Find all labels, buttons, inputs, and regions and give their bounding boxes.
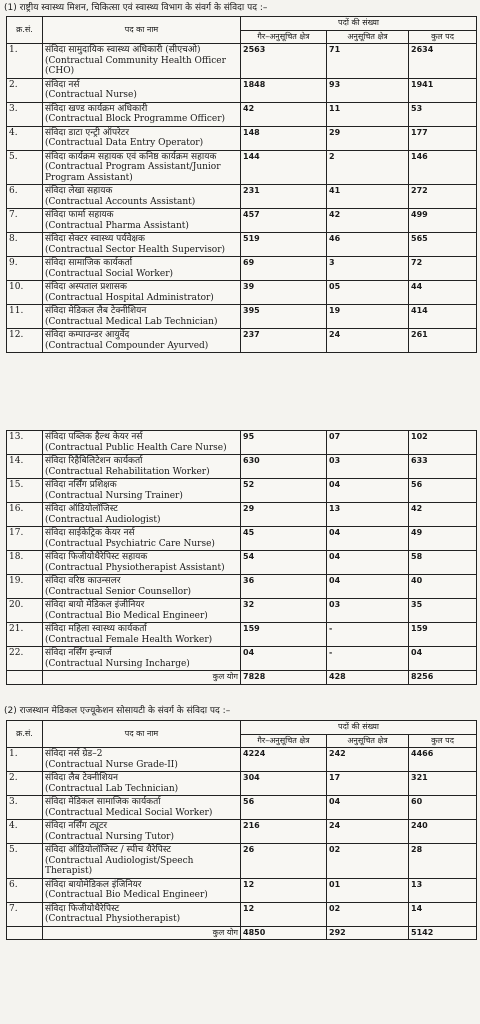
general-count: 36 [241,575,327,599]
total-count: 633 [409,455,477,479]
scheduled-count: 02 [327,902,409,926]
total-row [7,926,477,940]
row-sno: 8. [7,233,43,257]
post-name [43,126,241,150]
row-sno: 11. [7,305,43,329]
total-count: 272 [409,185,477,209]
scheduled-count: 46 [327,233,409,257]
general-count: 4224 [241,748,327,772]
row-sno: 1. [7,748,43,772]
general-count: 45 [241,527,327,551]
total-total: 5142 [409,926,477,940]
table-row [7,902,477,926]
row-sno: 1. [7,44,43,79]
general-count: 32 [241,599,327,623]
general-count: 52 [241,479,327,503]
col-header-total: कुल पद [409,734,477,748]
col-header-post: पद का नाम [43,17,241,44]
scheduled-count: 05 [327,281,409,305]
row-sno: 17. [7,527,43,551]
scheduled-count: - [327,647,409,671]
row-sno: 22. [7,647,43,671]
post-name-english: (Contractual Hospital Administrator) [45,292,214,303]
total-count: 321 [409,772,477,796]
post-name [43,329,241,353]
post-name [43,431,241,455]
table-row [7,185,477,209]
post-name-english: (Contractual Audiologist/Speech Therapist) [45,855,194,876]
table-row [7,150,477,185]
section2-heading: (2) राजस्थान मेडिकल एज्यूकेशन सोसायटी के संवर्ग के संविदा पद :– [4,706,231,716]
post-name-english: (Contractual Bio Medical Engineer) [45,610,208,621]
section1-table-part1 [6,16,477,353]
general-count: 457 [241,209,327,233]
table-row [7,257,477,281]
row-sno: 3. [7,796,43,820]
total-count: 414 [409,305,477,329]
total-general: 7828 [241,671,327,685]
post-name-hindi: संविदा मेडिकल लैब टेक्नीशियन [45,306,147,316]
post-name-english: (Contractual Medical Social Worker) [45,807,213,818]
total-count: 58 [409,551,477,575]
col-header-scheduled: अनुसूचित क्षेत्र [327,734,409,748]
post-name-hindi: संविदा कम्पाउन्डर आयुर्वेद [45,330,130,340]
row-sno: 5. [7,150,43,185]
table-row [7,575,477,599]
row-sno: 3. [7,102,43,126]
table-row [7,796,477,820]
table-row [7,479,477,503]
scheduled-count: 71 [327,44,409,79]
general-count: 29 [241,503,327,527]
general-count: 12 [241,878,327,902]
total-count: 42 [409,503,477,527]
table-row [7,431,477,455]
total-count: 72 [409,257,477,281]
table-row [7,647,477,671]
post-name-hindi: संविदा ऑडियोलॉजिस्ट / स्पीच थैरेपिस्ट [45,845,171,855]
table-row [7,455,477,479]
post-name [43,503,241,527]
post-name-hindi: संविदा कार्यक्रम सहायक एवं कनिष्ठ कार्यक्रम सहायक [45,151,217,162]
table-row [7,748,477,772]
total-count: 35 [409,599,477,623]
section1-heading: (1) राष्ट्रीय स्वास्थ्य मिशन, चिकित्सा एवं स्वास्थ्य विभाग के संवर्ग के संविदा पद :– [4,3,268,13]
table-row [7,44,477,79]
col-header-count: पदों की संख्या [241,17,477,31]
row-sno: 20. [7,599,43,623]
post-name-english: (Contractual Compounder Ayurved) [45,340,209,351]
post-name-hindi: संविदा सामाजिक कार्यकर्ता [45,258,133,268]
general-count: 519 [241,233,327,257]
table-row [7,772,477,796]
scheduled-count: 42 [327,209,409,233]
post-name-english: (Contractual Lab Technician) [45,783,179,794]
scheduled-count: 29 [327,126,409,150]
post-name-hindi: संविदा सामुदायिक स्वास्थ्य अधिकारी (सीएचओ) [45,45,201,55]
general-count: 69 [241,257,327,281]
row-sno: 7. [7,902,43,926]
scheduled-count: 03 [327,455,409,479]
general-count: 395 [241,305,327,329]
section1-table-part2 [6,430,477,685]
table-row [7,305,477,329]
total-scheduled: 428 [327,671,409,685]
table-row [7,820,477,844]
post-name-english: (Contractual Audiologist) [45,514,161,525]
post-name-english: (Contractual Psychiatric Care Nurse) [45,538,215,549]
post-name-hindi: संविदा रिहैबिलिटेशन कार्यकर्ता [45,456,143,466]
scheduled-count: 11 [327,102,409,126]
post-name [43,185,241,209]
total-count: 1941 [409,78,477,102]
general-count: 39 [241,281,327,305]
total-count: 56 [409,479,477,503]
general-count: 95 [241,431,327,455]
row-sno: 19. [7,575,43,599]
post-name [43,455,241,479]
col-header-post: पद का नाम [43,721,241,748]
total-count: 49 [409,527,477,551]
post-name [43,796,241,820]
row-sno: 16. [7,503,43,527]
table-row [7,126,477,150]
post-name [43,44,241,79]
post-name [43,209,241,233]
scheduled-count: 04 [327,527,409,551]
row-sno: 4. [7,126,43,150]
scheduled-count: 03 [327,599,409,623]
total-count: 4466 [409,748,477,772]
table-row [7,551,477,575]
general-count: 42 [241,102,327,126]
post-name-hindi: संविदा मेडिकल सामाजिक कार्यकर्ता [45,797,161,807]
col-header-general: गैर–अनुसूचित क्षेत्र [241,30,327,44]
post-name-english: (Contractual Social Worker) [45,268,174,279]
total-label: कुल योग [43,926,241,940]
post-name [43,878,241,902]
post-name [43,78,241,102]
post-name-english: (Contractual Medical Lab Technician) [45,316,218,327]
post-name [43,647,241,671]
general-count: 12 [241,902,327,926]
general-count: 26 [241,844,327,879]
row-sno: 2. [7,772,43,796]
table-row [7,623,477,647]
general-count: 1848 [241,78,327,102]
col-header-general: गैर–अनुसूचित क्षेत्र [241,734,327,748]
table-row [7,102,477,126]
post-name-hindi: संविदा महिला स्वास्थ्य कार्यकर्ता [45,624,147,634]
post-name [43,844,241,879]
scheduled-count: 04 [327,551,409,575]
table-row [7,281,477,305]
post-name-hindi: संविदा बायो मेडिकल इंजीनियर [45,600,145,610]
table-row [7,527,477,551]
scheduled-count: 04 [327,479,409,503]
row-sno: 12. [7,329,43,353]
table-row [7,78,477,102]
row-sno: 6. [7,185,43,209]
post-name-hindi: संविदा फिजीयोथैरेपिस्ट [45,903,120,914]
scheduled-count: 13 [327,503,409,527]
post-name-hindi: संविदा साईकेट्रिक केयर नर्स [45,528,135,538]
post-name-english: (Contractual Bio Medical Engineer) [45,890,208,900]
post-name-english: (Contractual Female Health Worker) [45,634,213,645]
total-count: 13 [409,878,477,902]
total-count: 04 [409,647,477,671]
table-row [7,599,477,623]
row-sno: 10. [7,281,43,305]
scheduled-count: 242 [327,748,409,772]
scheduled-count: 04 [327,796,409,820]
post-name-hindi: संविदा अस्पताल प्रशासक [45,282,127,292]
post-name [43,305,241,329]
row-sno: 13. [7,431,43,455]
general-count: 54 [241,551,327,575]
post-name-hindi: संविदा खण्ड कार्यक्रम अधिकारी [45,103,148,114]
post-name-hindi: संविदा ऑडियोलॉजिस्ट [45,504,118,514]
row-sno: 2. [7,78,43,102]
post-name-english: (Contractual Nurse) [45,90,137,100]
row-sno: 7. [7,209,43,233]
post-name [43,551,241,575]
scheduled-count: 19 [327,305,409,329]
post-name-hindi: संविदा पब्लिक हैल्थ केयर नर्स [45,432,143,442]
total-count: 499 [409,209,477,233]
post-name [43,257,241,281]
table-row [7,878,477,902]
post-name-english: (Contractual Public Health Care Nurse) [45,442,227,453]
post-name-hindi: संविदा लैब टेक्नीशियन [45,773,118,783]
general-count: 148 [241,126,327,150]
total-count: 177 [409,126,477,150]
table-row [7,329,477,353]
total-label: कुल योग [43,671,241,685]
post-name-hindi: संविदा नर्सिंग इन्चार्ज [45,648,112,658]
post-name-english: (Contractual Nursing Tutor) [45,831,174,842]
general-count: 04 [241,647,327,671]
section2-table [6,720,477,940]
post-name-english: (Contractual Physiotherapist Assistant) [45,562,225,573]
general-count: 304 [241,772,327,796]
post-name-hindi: संविदा वरिष्ठ काउन्सलर [45,576,121,586]
table-row [7,233,477,257]
general-count: 237 [241,329,327,353]
general-count: 144 [241,150,327,185]
post-name-hindi: संविदा डाटा एन्ट्री ऑपरेटर [45,127,130,138]
total-count: 60 [409,796,477,820]
post-name-english: (Contractual Accounts Assistant) [45,196,196,207]
post-name-english: (Contractual Block Programme Officer) [45,114,226,124]
total-total: 8256 [409,671,477,685]
post-name [43,102,241,126]
post-name [43,772,241,796]
row-sno: 18. [7,551,43,575]
scheduled-count: 02 [327,844,409,879]
post-name-hindi: संविदा फार्मा सहायक [45,210,114,220]
row-sno: 15. [7,479,43,503]
total-count: 2634 [409,44,477,79]
total-count: 261 [409,329,477,353]
total-general: 4850 [241,926,327,940]
post-name-hindi: संविदा लेखा सहायक [45,186,113,196]
post-name [43,575,241,599]
post-name-hindi: संविदा नर्सिंग ट्यूटर [45,821,108,831]
total-row [7,671,477,685]
post-name-english: (Contractual Nursing Incharge) [45,658,190,669]
col-header-count: पदों की संख्या [241,721,477,735]
post-name [43,748,241,772]
row-sno: 14. [7,455,43,479]
table-row [7,503,477,527]
total-count: 240 [409,820,477,844]
post-name-hindi: संविदा फिजीयोथैरेपिस्ट सहायक [45,552,148,562]
total-count: 40 [409,575,477,599]
general-count: 2563 [241,44,327,79]
total-count: 565 [409,233,477,257]
col-header-total: कुल पद [409,30,477,44]
post-name [43,820,241,844]
total-count: 14 [409,902,477,926]
post-name-english: (Contractual Nurse Grade-II) [45,759,178,770]
row-sno: 5. [7,844,43,879]
post-name [43,902,241,926]
row-sno: 9. [7,257,43,281]
col-header-sno: क्र.सं. [7,17,43,44]
general-count: 216 [241,820,327,844]
general-count: 231 [241,185,327,209]
post-name-hindi: संविदा सेक्टर स्वास्थ्य पर्यवेक्षक [45,234,145,244]
scheduled-count: 24 [327,820,409,844]
post-name-english: (Contractual Nursing Trainer) [45,490,183,501]
general-count: 159 [241,623,327,647]
scheduled-count: - [327,623,409,647]
scheduled-count: 41 [327,185,409,209]
scheduled-count: 24 [327,329,409,353]
post-name-english: (Contractual Program Assistant/Junior Program Assistant) [45,162,221,183]
total-scheduled: 292 [327,926,409,940]
row-sno: 4. [7,820,43,844]
post-name [43,479,241,503]
post-name-english: (Contractual Sector Health Supervisor) [45,244,226,255]
scheduled-count: 01 [327,878,409,902]
post-name [43,599,241,623]
post-name-hindi: संविदा बायोमेडिकल इंजिनियर [45,879,142,890]
post-name-hindi: संविदा नर्सिंग प्रशिक्षक [45,480,117,490]
row-sno: 21. [7,623,43,647]
post-name [43,150,241,185]
general-count: 56 [241,796,327,820]
post-name-hindi: संविदा नर्स [45,79,80,90]
post-name-english: (Contractual Data Entry Operator) [45,138,204,148]
total-count: 28 [409,844,477,879]
scheduled-count: 93 [327,78,409,102]
post-name [43,527,241,551]
scheduled-count: 04 [327,575,409,599]
general-count: 630 [241,455,327,479]
post-name-english: (Contractual Rehabilitation Worker) [45,466,210,477]
post-name [43,623,241,647]
scheduled-count: 2 [327,150,409,185]
post-name [43,233,241,257]
col-header-sno: क्र.सं. [7,721,43,748]
scheduled-count: 07 [327,431,409,455]
post-name-english: (Contractual Physiotherapist) [45,914,181,924]
total-count: 146 [409,150,477,185]
total-count: 44 [409,281,477,305]
post-name-english: (Contractual Pharma Assistant) [45,220,189,231]
total-count: 102 [409,431,477,455]
row-sno: 6. [7,878,43,902]
total-count: 159 [409,623,477,647]
table-row [7,209,477,233]
post-name [43,281,241,305]
total-count: 53 [409,102,477,126]
scheduled-count: 3 [327,257,409,281]
post-name-hindi: संविदा नर्स ग्रेड–2 [45,749,103,759]
post-name-english: (Contractual Community Health Officer (CHO) [45,55,226,76]
post-name-english: (Contractual Senior Counsellor) [45,586,192,597]
col-header-scheduled: अनुसूचित क्षेत्र [327,30,409,44]
scheduled-count: 17 [327,772,409,796]
table-row [7,844,477,879]
